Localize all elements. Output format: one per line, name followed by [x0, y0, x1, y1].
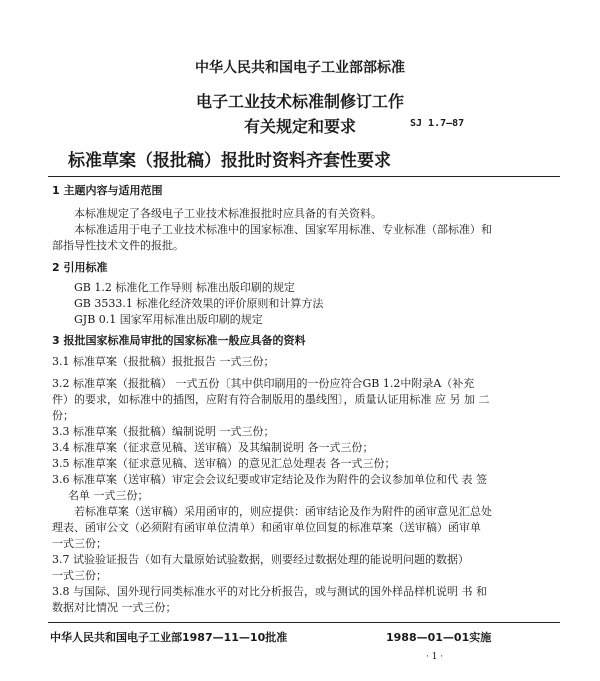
bottom-divider [48, 622, 560, 623]
section-2-heading: 2 引用标准 [52, 261, 108, 274]
clause-3-6-line-5: 一式三份； [52, 537, 107, 550]
clause-3-2-line-2: 件）的要求，如标准中的插图，应附有符合制版用的墨线图〕，质量认证用标准 应 另 加 二 [52, 393, 490, 406]
reference-item: GB 3533.1 标准化经济效果的评价原则和计算方法 [74, 297, 324, 310]
document-subtitle: 标准草案（报批稿）报批时资料齐套性要求 [68, 151, 391, 171]
title-line-2: 有关规定和要求 [243, 117, 356, 136]
approval-note: 中华人民共和国电子工业部1987—11—10批准 [50, 631, 288, 644]
standard-code: SJ 1.7—87 [410, 118, 465, 129]
clause-3-6-line-3: 若标准草案（送审稿）采用函审的，则应提供：函审结论及作为附件的函审意见汇总处 [74, 505, 492, 518]
clause-3-8-line-1: 3.8 与国际、国外现行同类标准水平的对比分析报告，或与测试的国外样品样机说明 书 和 [52, 585, 487, 598]
clause-3-1: 3.1 标准草案（报批稿）报批报告 一式三份； [52, 355, 275, 368]
reference-item: GJB 0.1 国家军用标准出版印刷的规定 [74, 313, 263, 326]
clause-3-5: 3.5 标准草案（征求意见稿、送审稿）的意见汇总处理表 各一式三份； [52, 457, 396, 470]
clause-3-7-line-1: 3.7 试验验证报告（如有大量原始试验数据，则要经过数据处理的能说明问题的数据） [52, 553, 469, 566]
clause-3-7-line-2: 一式三份； [52, 569, 107, 582]
clause-3-4: 3.4 标准草案（征求意见稿、送审稿）及其编制说明 各一式三份； [52, 441, 374, 454]
clause-3-3: 3.3 标准草案（报批稿）编制说明 一式三份； [52, 425, 275, 438]
section-1-paragraph-1: 本标准规定了各级电子工业技术标准报批时应具备的有关资料。 [74, 207, 382, 220]
clause-3-8-line-2: 数据对比情况 一式三份； [52, 601, 177, 614]
clause-3-6-line-1: 3.6 标准草案（送审稿）审定会会议纪要或审定结论及作为附件的会议参加单位和代 表 签 [52, 473, 487, 486]
top-divider [48, 176, 560, 177]
effective-date: 1988—01—01实施 [386, 631, 492, 644]
page-number: · 1 · [426, 652, 444, 662]
clause-3-2-line-3: 份； [52, 409, 74, 422]
section-3-heading: 3 报批国家标准局审批的国家标准一般应具备的资料 [52, 334, 306, 347]
section-1-paragraph-2a: 本标准适用于电子工业技术标准中的国家标准、国家军用标准、专业标准（部标准）和 [74, 223, 492, 236]
clause-3-6-line-4: 理表、函审公文（必须附有函审单位清单）和函审单位回复的标准草案（送审稿）函审单 [52, 521, 481, 534]
section-1-heading: 1 主题内容与适用范围 [52, 184, 163, 197]
reference-item: GB 1.2 标准化工作导则 标准出版印刷的规定 [74, 281, 295, 294]
clause-3-6-line-2: 名单 一式三份； [68, 489, 149, 502]
section-1-paragraph-2b: 部指导性技术文件的报批。 [52, 239, 184, 252]
clause-3-2-line-1: 3.2 标准草案（报批稿） 一式五份〔其中供印刷用的一份应符合GB 1.2中附录A（补充 [52, 377, 475, 390]
title-line-1: 电子工业技术标准制修订工作 [195, 92, 404, 111]
issuer-line: 中华人民共和国电子工业部部标准 [195, 60, 405, 76]
